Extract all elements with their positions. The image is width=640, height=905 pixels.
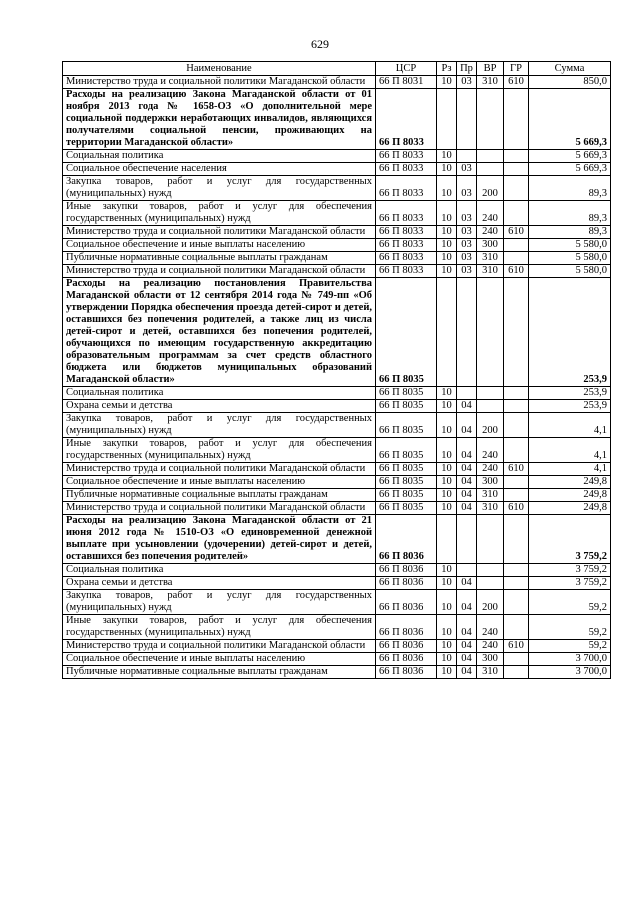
cell-rz: 10 — [437, 577, 457, 590]
cell-rz: 10 — [437, 438, 457, 463]
cell-rz: 10 — [437, 201, 457, 226]
table-row — [63, 590, 611, 615]
cell-vr: 310 — [477, 76, 504, 89]
cell-rz: 10 — [437, 463, 457, 476]
cell-vr — [477, 387, 504, 400]
cell-pr: 04 — [457, 577, 477, 590]
cell-pr: 03 — [457, 76, 477, 89]
table-row — [63, 239, 611, 252]
cell-csr: 66 П 8033 — [376, 265, 437, 278]
cell-vr — [477, 89, 504, 150]
cell-pr: 03 — [457, 176, 477, 201]
cell-vr: 300 — [477, 476, 504, 489]
cell-gr — [504, 387, 529, 400]
cell-gr — [504, 252, 529, 265]
cell-pr: 04 — [457, 615, 477, 640]
cell-vr: 200 — [477, 590, 504, 615]
cell-csr: 66 П 8035 — [376, 387, 437, 400]
cell-vr: 310 — [477, 265, 504, 278]
cell-name: Расходы на реализацию Закона Магаданской области от 21 июня 2012 года № 1510-ОЗ «О единовременной денежной выплате при усыновлении (удочерении) детей-сирот и детей, оставшихся без попечения родителей» — [63, 515, 376, 564]
cell-rz: 10 — [437, 400, 457, 413]
cell-gr — [504, 615, 529, 640]
cell-gr — [504, 400, 529, 413]
cell-sum: 253,9 — [529, 278, 611, 387]
cell-gr — [504, 239, 529, 252]
cell-csr: 66 П 8036 — [376, 515, 437, 564]
table-row — [63, 476, 611, 489]
cell-rz: 10 — [437, 265, 457, 278]
table-row — [63, 463, 611, 476]
cell-csr: 66 П 8035 — [376, 489, 437, 502]
cell-pr: 04 — [457, 666, 477, 679]
cell-rz: 10 — [437, 666, 457, 679]
cell-sum: 5 580,0 — [529, 252, 611, 265]
cell-vr: 310 — [477, 666, 504, 679]
page-number: 629 — [311, 37, 329, 51]
cell-name: Социальная политика — [63, 387, 376, 400]
cell-vr: 310 — [477, 252, 504, 265]
cell-rz: 10 — [437, 640, 457, 653]
cell-vr: 240 — [477, 615, 504, 640]
cell-vr: 200 — [477, 413, 504, 438]
table-row — [63, 176, 611, 201]
cell-csr: 66 П 8033 — [376, 201, 437, 226]
cell-name: Социальное обеспечение и иные выплаты населению — [63, 239, 376, 252]
cell-pr — [457, 89, 477, 150]
cell-vr: 310 — [477, 489, 504, 502]
cell-pr: 04 — [457, 413, 477, 438]
cell-csr: 66 П 8036 — [376, 640, 437, 653]
cell-pr: 03 — [457, 163, 477, 176]
column-header-rz: Рз — [437, 62, 457, 76]
table-row — [63, 201, 611, 226]
budget-table — [62, 61, 611, 679]
cell-vr — [477, 515, 504, 564]
cell-gr: 610 — [504, 502, 529, 515]
cell-name: Охрана семьи и детства — [63, 577, 376, 590]
cell-gr — [504, 653, 529, 666]
cell-sum: 249,8 — [529, 476, 611, 489]
cell-name: Закупка товаров, работ и услуг для государственных (муниципальных) нужд — [63, 413, 376, 438]
cell-csr: 66 П 8035 — [376, 400, 437, 413]
table-row — [63, 252, 611, 265]
column-header-name: Наименование — [63, 62, 376, 76]
cell-pr: 04 — [457, 476, 477, 489]
cell-pr: 03 — [457, 252, 477, 265]
cell-pr — [457, 278, 477, 387]
cell-sum: 4,1 — [529, 463, 611, 476]
cell-pr: 03 — [457, 201, 477, 226]
cell-name: Расходы на реализацию постановления Правительства Магаданской области от 12 сентября 2014 года № 749-пп «Об утверждении Порядка обеспечения проезда детей-сирот и детей, оставшихся без попечения родителей, а также лиц из числа детей-сирот и детей, оставшихся без попечения родителей, обучающихся по имеющим государственную аккредитацию образовательным программам за счет средств областного бюджета или бюджетов муниципальных образований Магаданской области» — [63, 278, 376, 387]
cell-csr: 66 П 8033 — [376, 176, 437, 201]
cell-sum: 850,0 — [529, 76, 611, 89]
cell-name: Иные закупки товаров, работ и услуг для обеспечения государственных (муниципальных) нужд — [63, 615, 376, 640]
cell-csr: 66 П 8033 — [376, 163, 437, 176]
cell-name: Министерство труда и социальной политики Магаданской области — [63, 265, 376, 278]
cell-csr: 66 П 8036 — [376, 577, 437, 590]
cell-sum: 5 669,3 — [529, 150, 611, 163]
cell-rz: 10 — [437, 590, 457, 615]
cell-name: Иные закупки товаров, работ и услуг для обеспечения государственных (муниципальных) нужд — [63, 438, 376, 463]
cell-gr — [504, 89, 529, 150]
cell-pr — [457, 150, 477, 163]
table-row — [63, 640, 611, 653]
cell-rz: 10 — [437, 252, 457, 265]
cell-gr — [504, 590, 529, 615]
cell-sum: 59,2 — [529, 590, 611, 615]
cell-rz: 10 — [437, 176, 457, 201]
cell-csr: 66 П 8035 — [376, 438, 437, 463]
table-row — [63, 278, 611, 387]
cell-pr: 03 — [457, 239, 477, 252]
cell-rz: 10 — [437, 239, 457, 252]
cell-pr: 04 — [457, 438, 477, 463]
table-row — [63, 489, 611, 502]
cell-vr: 300 — [477, 239, 504, 252]
cell-name: Министерство труда и социальной политики Магаданской области — [63, 463, 376, 476]
cell-csr: 66 П 8035 — [376, 476, 437, 489]
cell-gr: 610 — [504, 640, 529, 653]
cell-sum: 249,8 — [529, 502, 611, 515]
column-header-csr: ЦСР — [376, 62, 437, 76]
cell-rz: 10 — [437, 150, 457, 163]
cell-name: Социальное обеспечение и иные выплаты населению — [63, 653, 376, 666]
cell-name: Социальное обеспечение населения — [63, 163, 376, 176]
cell-csr: 66 П 8033 — [376, 252, 437, 265]
cell-vr: 240 — [477, 640, 504, 653]
cell-csr: 66 П 8036 — [376, 564, 437, 577]
cell-sum: 5 580,0 — [529, 239, 611, 252]
column-header-sum: Сумма — [529, 62, 611, 76]
cell-sum: 3 700,0 — [529, 653, 611, 666]
cell-csr: 66 П 8033 — [376, 239, 437, 252]
cell-rz — [437, 278, 457, 387]
cell-rz: 10 — [437, 489, 457, 502]
cell-sum: 5 580,0 — [529, 265, 611, 278]
table-row — [63, 653, 611, 666]
table-row — [63, 76, 611, 89]
cell-sum: 89,3 — [529, 176, 611, 201]
cell-vr — [477, 278, 504, 387]
cell-gr — [504, 666, 529, 679]
cell-rz: 10 — [437, 615, 457, 640]
table-row — [63, 438, 611, 463]
cell-vr — [477, 400, 504, 413]
column-header-pr: Пр — [457, 62, 477, 76]
cell-gr — [504, 176, 529, 201]
cell-sum: 3 759,2 — [529, 564, 611, 577]
cell-sum: 59,2 — [529, 615, 611, 640]
cell-rz: 10 — [437, 413, 457, 438]
cell-csr: 66 П 8033 — [376, 89, 437, 150]
cell-name: Публичные нормативные социальные выплаты гражданам — [63, 666, 376, 679]
cell-gr — [504, 564, 529, 577]
cell-name: Министерство труда и социальной политики Магаданской области — [63, 640, 376, 653]
cell-rz — [437, 89, 457, 150]
table-row — [63, 400, 611, 413]
cell-rz: 10 — [437, 476, 457, 489]
cell-gr — [504, 438, 529, 463]
cell-name: Министерство труда и социальной политики Магаданской области — [63, 226, 376, 239]
cell-rz: 10 — [437, 564, 457, 577]
cell-sum: 253,9 — [529, 387, 611, 400]
cell-gr — [504, 150, 529, 163]
table-row — [63, 163, 611, 176]
cell-name: Публичные нормативные социальные выплаты гражданам — [63, 489, 376, 502]
cell-sum: 89,3 — [529, 226, 611, 239]
cell-gr — [504, 577, 529, 590]
cell-rz: 10 — [437, 502, 457, 515]
cell-rz — [437, 515, 457, 564]
cell-name: Закупка товаров, работ и услуг для государственных (муниципальных) нужд — [63, 176, 376, 201]
cell-pr: 04 — [457, 489, 477, 502]
cell-pr — [457, 387, 477, 400]
cell-csr: 66 П 8036 — [376, 590, 437, 615]
cell-pr: 04 — [457, 653, 477, 666]
cell-name: Расходы на реализацию Закона Магаданской области от 01 ноября 2013 года № 1658-ОЗ «О дополнительной мере социальной поддержки неработающих инвалидов, являющихся получателями социальной пенсии, проживающих на территории Магаданской области» — [63, 89, 376, 150]
cell-gr: 610 — [504, 226, 529, 239]
cell-sum: 3 700,0 — [529, 666, 611, 679]
table-row — [63, 502, 611, 515]
cell-csr: 66 П 8033 — [376, 226, 437, 239]
cell-gr — [504, 515, 529, 564]
cell-name: Закупка товаров, работ и услуг для государственных (муниципальных) нужд — [63, 590, 376, 615]
cell-gr — [504, 413, 529, 438]
cell-csr: 66 П 8036 — [376, 615, 437, 640]
table-row — [63, 577, 611, 590]
cell-name: Социальная политика — [63, 150, 376, 163]
cell-name: Охрана семьи и детства — [63, 400, 376, 413]
cell-vr: 240 — [477, 438, 504, 463]
cell-gr: 610 — [504, 265, 529, 278]
table-row — [63, 89, 611, 150]
cell-rz: 10 — [437, 387, 457, 400]
cell-pr: 04 — [457, 463, 477, 476]
cell-gr — [504, 163, 529, 176]
cell-vr — [477, 564, 504, 577]
table-row — [63, 265, 611, 278]
cell-sum: 89,3 — [529, 201, 611, 226]
cell-vr — [477, 163, 504, 176]
cell-pr: 04 — [457, 502, 477, 515]
cell-csr: 66 П 8033 — [376, 150, 437, 163]
cell-name: Иные закупки товаров, работ и услуг для обеспечения государственных (муниципальных) нужд — [63, 201, 376, 226]
table-row — [63, 413, 611, 438]
table-row — [63, 226, 611, 239]
cell-sum: 59,2 — [529, 640, 611, 653]
cell-pr: 04 — [457, 590, 477, 615]
cell-sum: 3 759,2 — [529, 577, 611, 590]
table-header-row — [63, 62, 611, 76]
cell-csr: 66 П 8036 — [376, 653, 437, 666]
cell-vr: 200 — [477, 176, 504, 201]
cell-gr — [504, 201, 529, 226]
cell-pr — [457, 515, 477, 564]
cell-rz: 10 — [437, 76, 457, 89]
cell-rz: 10 — [437, 653, 457, 666]
cell-gr: 610 — [504, 463, 529, 476]
column-header-gr: ГР — [504, 62, 529, 76]
cell-csr: 66 П 8036 — [376, 666, 437, 679]
cell-vr: 240 — [477, 226, 504, 239]
cell-name: Министерство труда и социальной политики Магаданской области — [63, 76, 376, 89]
cell-sum: 4,1 — [529, 438, 611, 463]
cell-vr: 240 — [477, 463, 504, 476]
cell-sum: 253,9 — [529, 400, 611, 413]
cell-sum: 5 669,3 — [529, 89, 611, 150]
cell-csr: 66 П 8035 — [376, 502, 437, 515]
cell-name: Публичные нормативные социальные выплаты гражданам — [63, 252, 376, 265]
cell-vr: 240 — [477, 201, 504, 226]
cell-name: Социальная политика — [63, 564, 376, 577]
cell-csr: 66 П 8031 — [376, 76, 437, 89]
cell-gr — [504, 489, 529, 502]
cell-vr — [477, 577, 504, 590]
cell-sum: 3 759,2 — [529, 515, 611, 564]
table-row — [63, 564, 611, 577]
cell-gr: 610 — [504, 76, 529, 89]
cell-pr: 03 — [457, 226, 477, 239]
cell-vr — [477, 150, 504, 163]
cell-name: Социальное обеспечение и иные выплаты населению — [63, 476, 376, 489]
cell-sum: 249,8 — [529, 489, 611, 502]
cell-pr: 04 — [457, 400, 477, 413]
cell-csr: 66 П 8035 — [376, 463, 437, 476]
cell-vr: 300 — [477, 653, 504, 666]
cell-csr: 66 П 8035 — [376, 413, 437, 438]
cell-pr: 04 — [457, 640, 477, 653]
cell-gr — [504, 476, 529, 489]
table-row — [63, 666, 611, 679]
column-header-vr: ВР — [477, 62, 504, 76]
cell-csr: 66 П 8035 — [376, 278, 437, 387]
cell-gr — [504, 278, 529, 387]
cell-name: Министерство труда и социальной политики Магаданской области — [63, 502, 376, 515]
cell-vr: 310 — [477, 502, 504, 515]
table-row — [63, 150, 611, 163]
cell-sum: 4,1 — [529, 413, 611, 438]
cell-pr — [457, 564, 477, 577]
cell-rz: 10 — [437, 226, 457, 239]
table-row — [63, 615, 611, 640]
cell-sum: 5 669,3 — [529, 163, 611, 176]
cell-pr: 03 — [457, 265, 477, 278]
table-row — [63, 515, 611, 564]
cell-rz: 10 — [437, 163, 457, 176]
table-row — [63, 387, 611, 400]
